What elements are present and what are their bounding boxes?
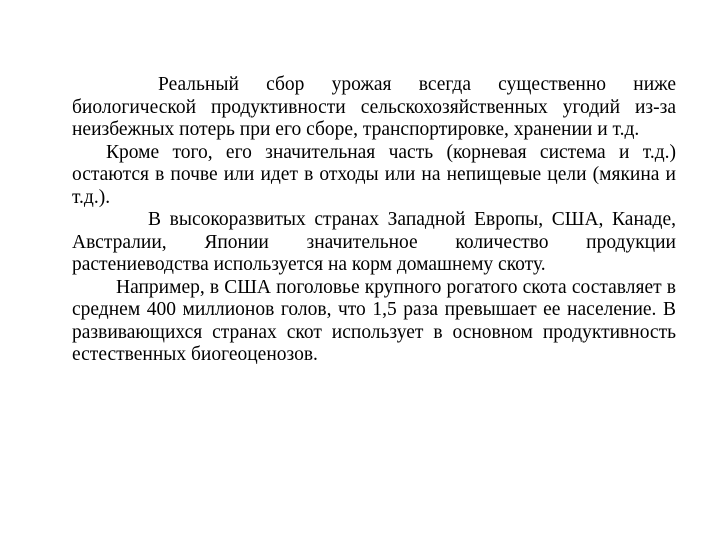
paragraph-waste-portion: Кроме того, его значительная часть (корневая система и т.д.) остаются в почве или идет в отходы или на непищевые цели (мякина и т.д.). xyxy=(72,141,676,208)
paragraph-developed-countries: В высокоразвитых странах Западной Европы, США, Канаде, Австралии, Японии значительное количество продукции растениеводства используется на корм домашнему скоту. xyxy=(72,209,676,275)
text-body xyxy=(72,74,676,367)
paragraph-usa-cattle: Например, в США поголовье крупного рогатого скота составляет в среднем 400 миллионов голов, что 1,5 раза превышает ее население. В развивающихся странах скот использует в основном продуктивность естественных биогеоценозов. xyxy=(72,276,676,365)
paragraph-harvest-losses: Реальный сбор урожая всегда существенно ниже биологической продуктивности сельскохозяйственных угодий из-за неизбежных потерь при его сборе, транспортировке, хранении и т.д. xyxy=(72,74,676,140)
